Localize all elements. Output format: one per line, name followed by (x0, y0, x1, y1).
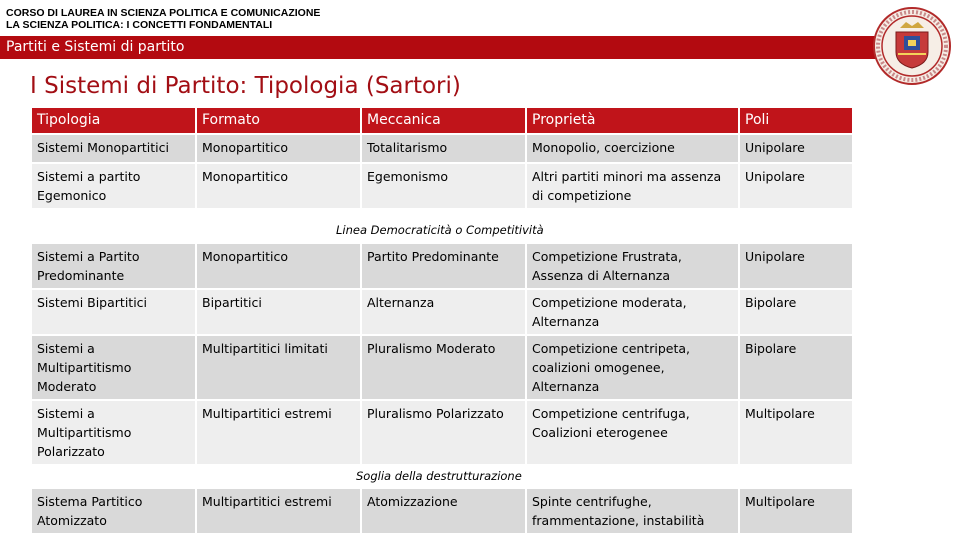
table-cell: Unipolare (740, 244, 852, 288)
section-bar (0, 36, 876, 59)
table-cell: Totalitarismo (362, 135, 525, 162)
table-cell: Egemonismo (362, 164, 525, 208)
typology-table-bottom (30, 487, 854, 535)
table-row (32, 135, 852, 162)
table-row (32, 489, 852, 533)
page-title: I Sistemi di Partito: Tipologia (Sartori) (30, 73, 461, 99)
column-header: Tipologia (32, 108, 195, 133)
table-cell: Sistema Partitico Atomizzato (32, 489, 195, 533)
table-cell: Sistemi a Partito Predominante (32, 244, 195, 288)
table-cell: Bipartitici (197, 290, 360, 334)
table-cell: Sistemi Bipartitici (32, 290, 195, 334)
table-cell: Sistemi Monopartitici (32, 135, 195, 162)
column-header: Poli (740, 108, 852, 133)
table-cell: Multipartitici limitati (197, 336, 360, 399)
table-cell: Sistemi a partito Egemonico (32, 164, 195, 208)
table-row (32, 290, 852, 334)
table-row (32, 244, 852, 288)
column-header: Proprietà (527, 108, 738, 133)
typology-table-top (30, 106, 854, 210)
course-line-1: CORSO DI LAUREA IN SCIENZA POLITICA E COMUNICAZIONE (6, 7, 321, 19)
separator-destructuring-threshold: Soglia della destrutturazione (356, 469, 522, 483)
table-cell: Unipolare (740, 164, 852, 208)
section-bar-label: Partiti e Sistemi di partito (6, 39, 185, 55)
table-cell: Alternanza (362, 290, 525, 334)
column-header: Meccanica (362, 108, 525, 133)
typology-table-middle (30, 242, 854, 466)
table-cell: Competizione Frustrata, Assenza di Alternanza (527, 244, 738, 288)
table-cell: Sistemi a Multipartitismo Polarizzato (32, 401, 195, 464)
table-cell: Competizione centrifuga, Coalizioni eterogenee (527, 401, 738, 464)
table-cell: Bipolare (740, 290, 852, 334)
table-cell: Multipolare (740, 489, 852, 533)
table-cell: Monopartitico (197, 135, 360, 162)
column-header: Formato (197, 108, 360, 133)
table-cell: Multipartitici estremi (197, 401, 360, 464)
university-seal-icon (872, 6, 952, 86)
table-header-row (32, 108, 852, 133)
table-cell: Pluralismo Polarizzato (362, 401, 525, 464)
table-cell: Sistemi a Multipartitismo Moderato (32, 336, 195, 399)
table-cell: Bipolare (740, 336, 852, 399)
table-cell: Competizione centripeta, coalizioni omogenee, Alternanza (527, 336, 738, 399)
table-cell: Multipolare (740, 401, 852, 464)
table-row (32, 164, 852, 208)
table-cell: Multipartitici estremi (197, 489, 360, 533)
table-cell: Partito Predominante (362, 244, 525, 288)
table-cell: Spinte centrifughe, frammentazione, instabilità (527, 489, 738, 533)
table-cell: Monopolio, coercizione (527, 135, 738, 162)
course-line-2: LA SCIENZA POLITICA: I CONCETTI FONDAMENTALI (6, 19, 273, 31)
table-cell: Unipolare (740, 135, 852, 162)
table-cell: Atomizzazione (362, 489, 525, 533)
table-cell: Monopartitico (197, 244, 360, 288)
separator-democracy-line: Linea Democraticità o Competitività (336, 223, 544, 237)
table-row (32, 401, 852, 464)
course-title (6, 7, 320, 31)
table-cell: Monopartitico (197, 164, 360, 208)
table-row (32, 336, 852, 399)
table-cell: Competizione moderata, Alternanza (527, 290, 738, 334)
table-cell: Pluralismo Moderato (362, 336, 525, 399)
table-cell: Altri partiti minori ma assenza di competizione (527, 164, 738, 208)
